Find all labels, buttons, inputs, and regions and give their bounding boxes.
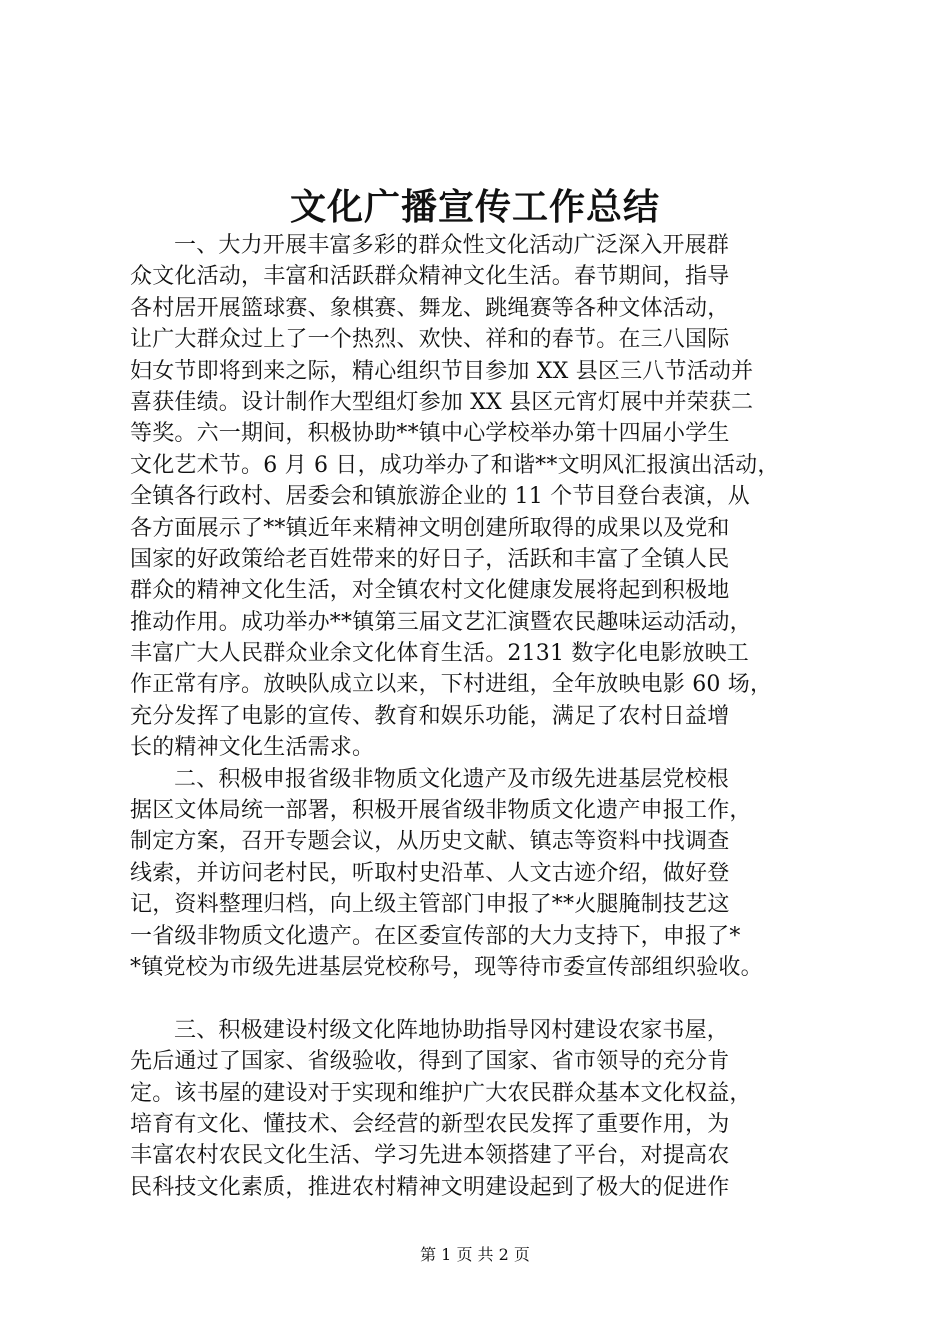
paragraph-line: 群众的精神文化生活，对全镇农村文化健康发展将起到积极地 <box>130 578 730 604</box>
paragraph-line: 国家的好政策给老百姓带来的好日子，活跃和丰富了全镇人民 <box>130 546 730 572</box>
paragraph-line: 先后通过了国家、省级验收，得到了国家、省市领导的充分肯 <box>130 1049 730 1075</box>
paragraph-line: 让广大群众过上了一个热烈、欢快、祥和的春节。在三八国际 <box>130 327 730 353</box>
paragraph-line: 制定方案，召开专题会议，从历史文献、镇志等资料中找调查 <box>130 829 730 855</box>
paragraph-line: 据区文体局统一部署，积极开展省级非物质文化遗产申报工作， <box>130 798 752 824</box>
blank-line <box>130 983 850 1014</box>
paragraph-line: 长的精神文化生活需求。 <box>130 735 375 761</box>
paragraph-line: 各方面展示了**镇近年来精神文明创建所取得的成果以及党和 <box>130 515 730 541</box>
paragraph-line: 文化艺术节。6 月 6 日，成功举办了和谐**文明风汇报演出活动， <box>130 452 780 478</box>
paragraph-line: 丰富农村农民文化生活、学习先进本领搭建了平台，对提高农 <box>130 1143 730 1169</box>
paragraph-line: 二、积极申报省级非物质文化遗产及市级先进基层党校根 <box>174 766 730 792</box>
document-title: 文化广播宣传工作总结 <box>289 186 660 228</box>
paragraph-line: 充分发挥了电影的宣传、教育和娱乐功能，满足了农村日益增 <box>130 703 730 729</box>
paragraph-line: 定。该书屋的建设对于实现和维护广大农民群众基本文化权益， <box>130 1080 752 1106</box>
paragraph-line: 众文化活动，丰富和活跃群众精神文化生活。春节期间，指导 <box>130 264 730 290</box>
paragraph-line: 线索，并访问老村民，听取村史沿革、人文古迹介绍，做好登 <box>130 860 730 886</box>
paragraph-line: 等奖。六一期间，积极协助**镇中心学校举办第十四届小学生 <box>130 421 730 447</box>
paragraph-line: *镇党校为市级先进基层党校称号，现等待市委宣传部组织验收。 <box>130 954 763 980</box>
page-footer: 第 1 页 共 2 页 <box>420 1245 530 1264</box>
paragraph-line: 三、积极建设村级文化阵地协助指导冈村建设农家书屋， <box>174 1017 730 1043</box>
paragraph-line: 喜获佳绩。设计制作大型组灯参加 XX 县区元宵灯展中并荣获二 <box>130 389 754 415</box>
paragraph-line: 培育有文化、懂技术、会经营的新型农民发挥了重要作用，为 <box>130 1111 730 1137</box>
paragraph-line: 记，资料整理归档，向上级主管部门申报了**火腿腌制技艺这 <box>130 892 730 918</box>
document-body <box>130 230 850 1203</box>
paragraph-line: 民科技文化素质，推进农村精神文明建设起到了极大的促进作 <box>130 1174 730 1200</box>
paragraph-line: 一、大力开展丰富多彩的群众性文化活动广泛深入开展群 <box>174 233 730 258</box>
paragraph-line: 丰富广大人民群众业余文化体育生活。2131 数字化电影放映工 <box>130 641 749 667</box>
paragraph-line: 各村居开展篮球赛、象棋赛、舞龙、跳绳赛等各种文体活动， <box>130 295 730 321</box>
paragraph-line: 推动作用。成功举办**镇第三届文艺汇演暨农民趣味运动活动， <box>130 609 752 635</box>
paragraph-line: 妇女节即将到来之际，精心组织节目参加 XX 县区三八节活动并 <box>130 358 754 384</box>
paragraph-line: 全镇各行政村、居委会和镇旅游企业的 11 个节目登台表演，从 <box>130 484 750 510</box>
paragraph-line: 一省级非物质文化遗产。在区委宣传部的大力支持下，申报了* <box>130 923 741 949</box>
paragraph-line: 作正常有序。放映队成立以来，下村进组，全年放映电影 60 场， <box>130 672 773 698</box>
